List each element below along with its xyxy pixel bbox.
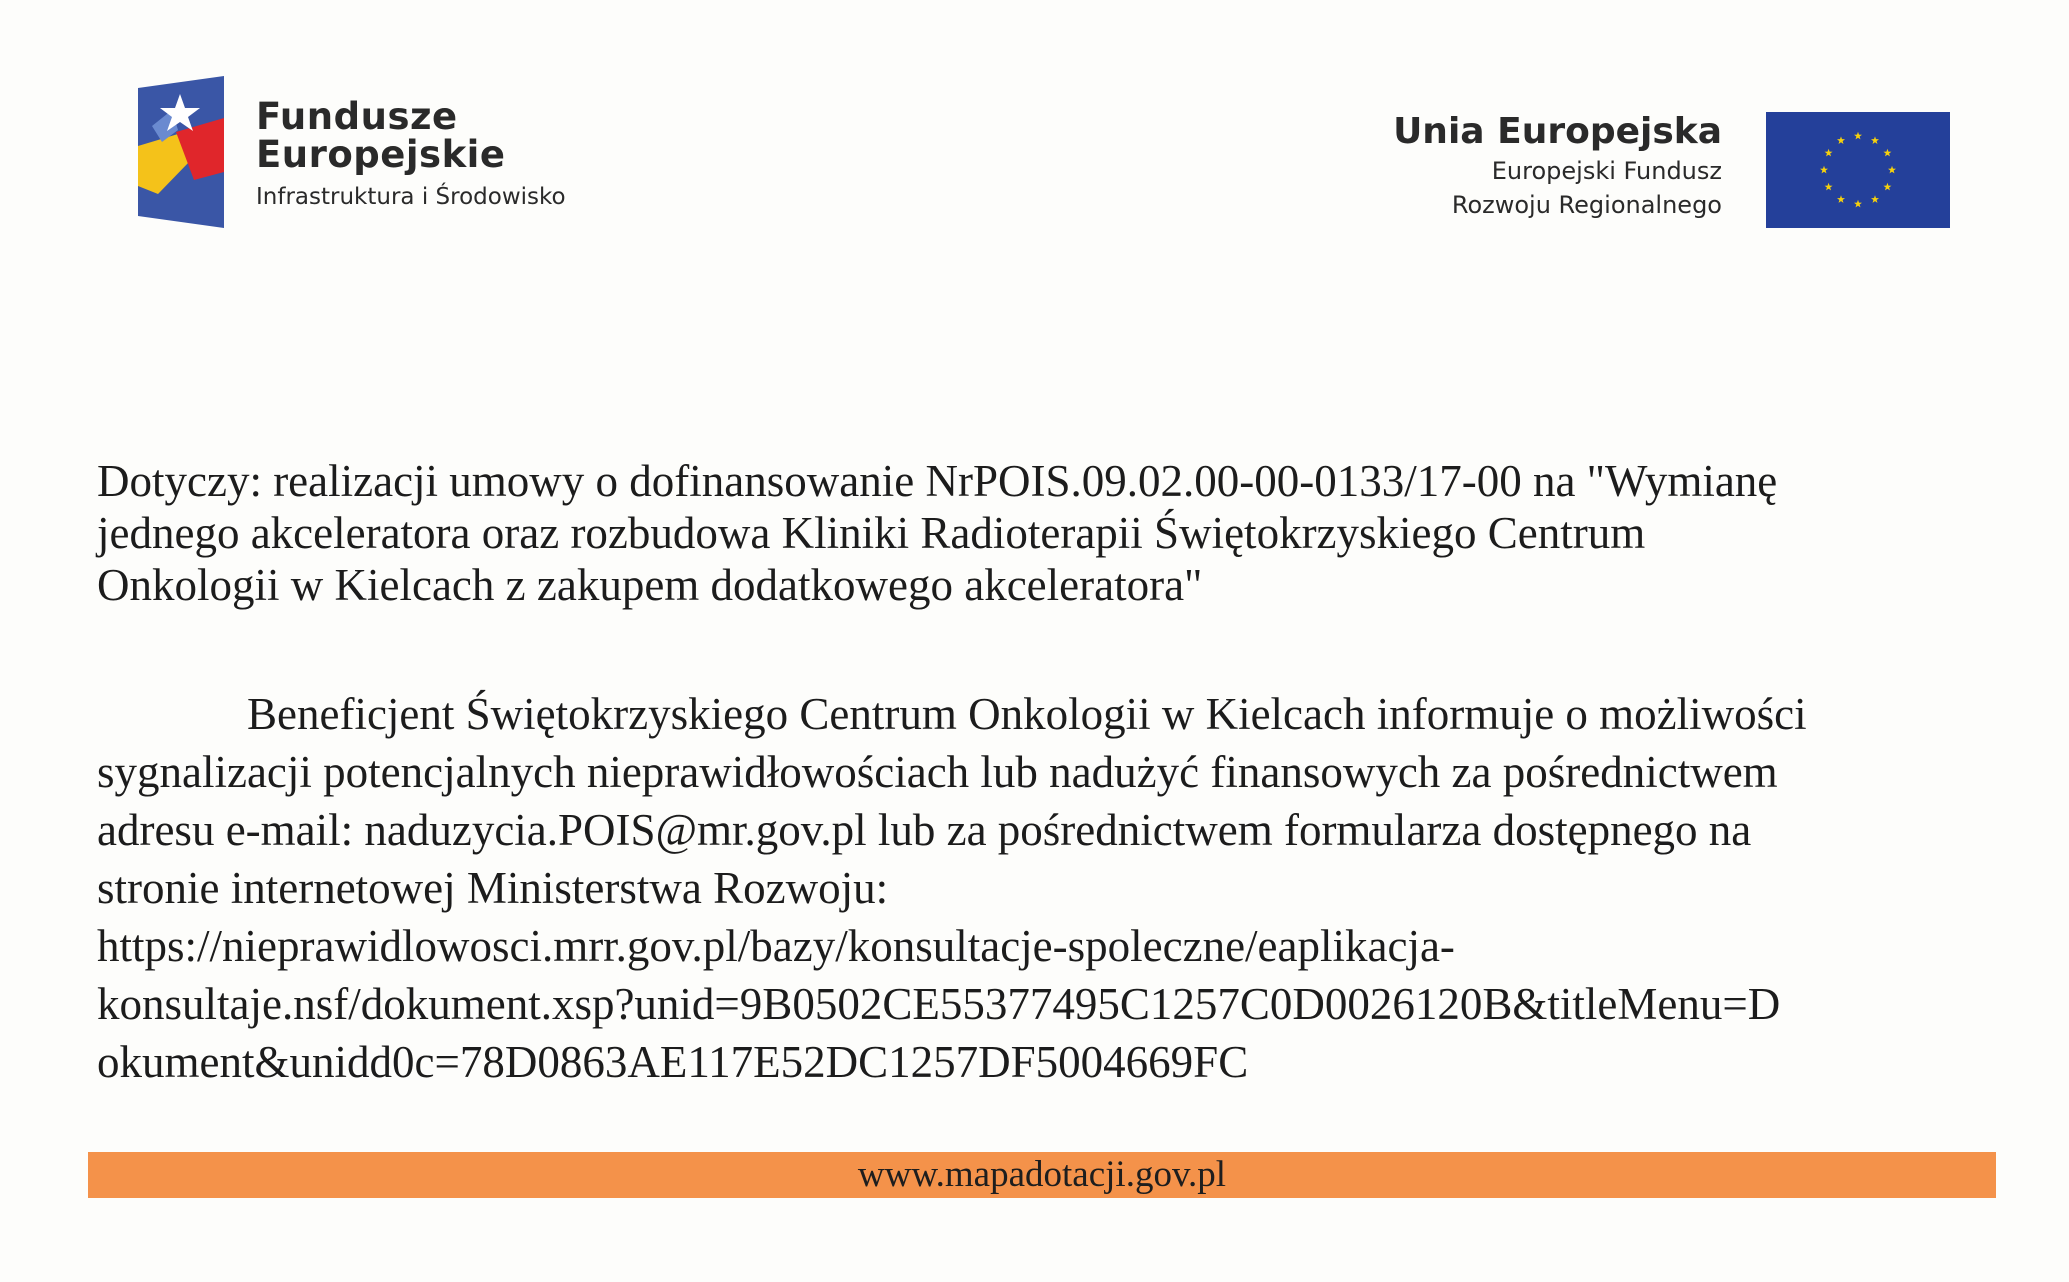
footer-bar <box>88 1152 1996 1198</box>
body-line-url: okument&unidd0c=78D0863AE117E52DC1257DF5004669FC <box>97 1037 1249 1087</box>
fe-logo-program: Infrastruktura i Środowisko <box>256 184 566 210</box>
subject-line: Onkologii w Kielcach z zakupem dodatkowego akceleratora" <box>97 560 1203 610</box>
subject-paragraph <box>97 455 1997 611</box>
body-paragraph <box>97 685 1997 1091</box>
eu-flag-icon <box>1766 112 1950 228</box>
fe-flag-icon <box>138 76 224 228</box>
fundusze-europejskie-logo <box>138 76 758 236</box>
body-line: sygnalizacji potencjalnych nieprawidłowościach lub nadużyć finansowych za pośrednictwem <box>97 747 1778 797</box>
eu-logo-fund-line1: Europejski Fundusz <box>1491 157 1722 185</box>
body-line: Beneficjent Świętokrzyskiego Centrum Onkologii w Kielcach informuje o możliwości <box>247 689 1807 739</box>
unia-europejska-logo <box>1380 110 1950 235</box>
body-line: stronie internetowej Ministerstwa Rozwoju: <box>97 863 889 913</box>
eu-logo-title: Unia Europejska <box>1393 111 1722 152</box>
fe-logo-title-line1: Fundusze <box>256 95 458 138</box>
footer-url: www.mapadotacji.gov.pl <box>857 1154 1227 1195</box>
eu-logo-fund-line2: Rozwoju Regionalnego <box>1451 191 1722 219</box>
body-line-url: konsultaje.nsf/dokument.xsp?unid=9B0502CE55377495C1257C0D0026120B&titleMenu=D <box>97 979 1781 1029</box>
body-line-url: https://nieprawidlowosci.mrr.gov.pl/bazy/konsultacje-spoleczne/eaplikacja- <box>97 921 1455 971</box>
subject-line: Dotyczy: realizacji umowy o dofinansowanie NrPOIS.09.02.00-00-0133/17-00 na "Wymianę <box>97 456 1778 506</box>
subject-line: jednego akceleratora oraz rozbudowa Kliniki Radioterapii Świętokrzyskiego Centrum <box>97 508 1646 558</box>
body-line-email: adresu e-mail: naduzycia.POIS@mr.gov.pl lub za pośrednictwem formularza dostępnego na <box>97 805 1752 855</box>
fe-logo-title-line2: Europejskie <box>256 133 506 176</box>
